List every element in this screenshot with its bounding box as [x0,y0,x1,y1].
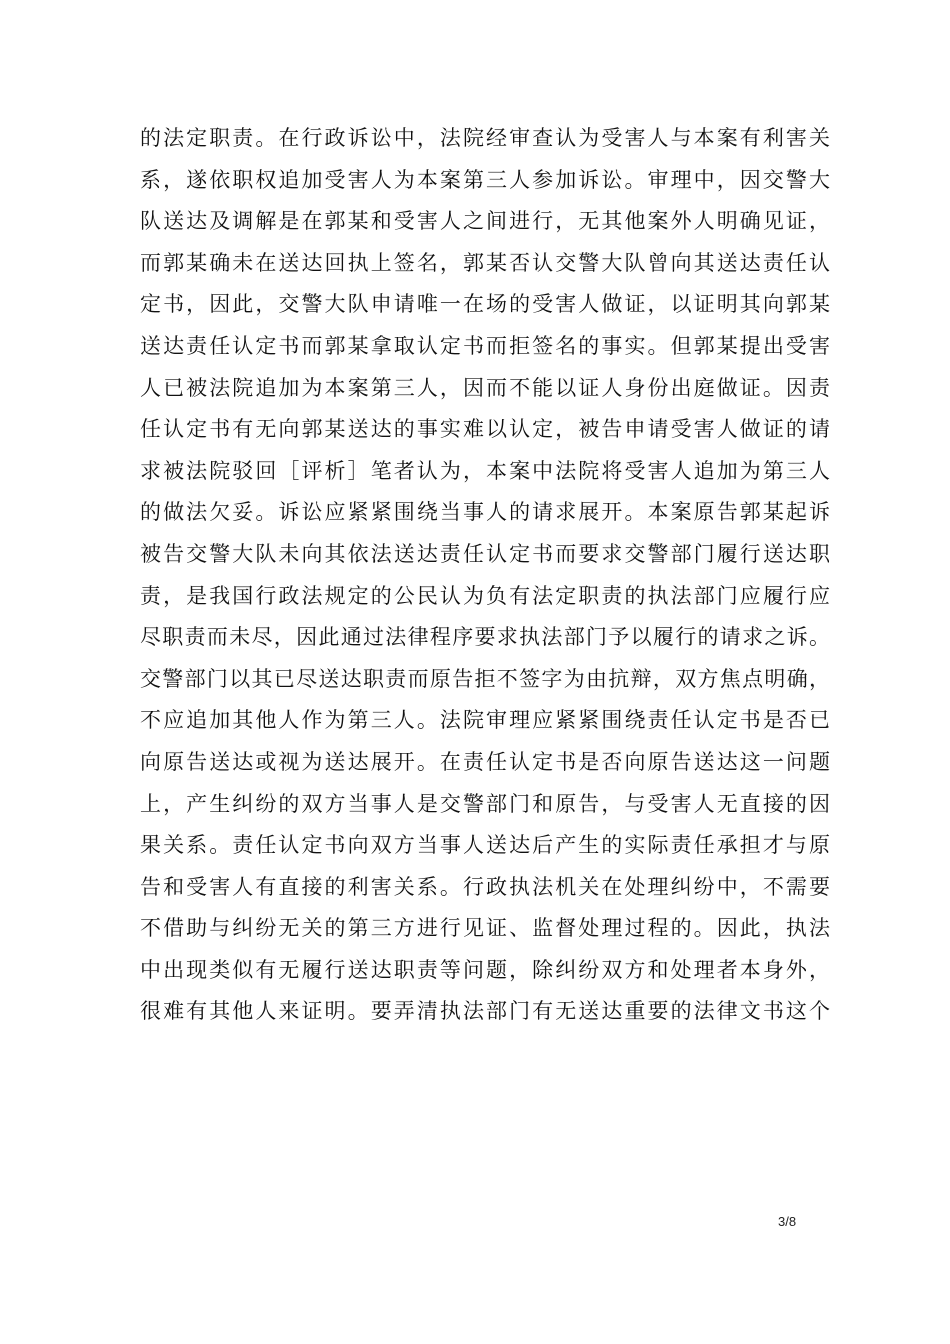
text-line: 很难有其他人来证明。要弄清执法部门有无送达重要的法律文书这个 [140,999,830,1024]
text-line: 的做法欠妥。诉讼应紧紧围绕当事人的请求展开。本案原告郭某起诉 [140,500,830,525]
text-line: 人已被法院追加为本案第三人，因而不能以证人身份出庭做证。因责 [140,375,830,400]
text-line: 队送达及调解是在郭某和受害人之间进行，无其他案外人明确见证， [140,209,830,234]
text-line: 定书，因此，交警大队申请唯一在场的受害人做证，以证明其向郭某 [140,292,830,317]
text-line: 系，遂依职权追加受害人为本案第三人参加诉讼。审理中，因交警大 [140,167,830,192]
text-line: 中出现类似有无履行送达职责等问题，除纠纷双方和处理者本身外， [140,957,830,982]
text-line: 果关系。责任认定书向双方当事人送达后产生的实际责任承担才与原 [140,833,830,858]
text-line: 上，产生纠纷的双方当事人是交警部门和原告，与受害人无直接的因 [140,791,830,816]
text-line: 的法定职责。在行政诉讼中，法院经审查认为受害人与本案有利害关 [140,126,830,150]
text-line: 求被法院驳回［评析］笔者认为，本案中法院将受害人追加为第三人 [140,458,830,483]
page-number: 3/8 [778,1214,797,1229]
text-line: 尽职责而未尽，因此通过法律程序要求执法部门予以履行的请求之诉。 [140,625,830,650]
text-line: 被告交警大队未向其依法送达责任认定书而要求交警部门履行送达职 [140,541,830,566]
text-line: 交警部门以其已尽送达职责而原告拒不签字为由抗辩，双方焦点明确， [140,666,830,691]
text-line: 而郭某确未在送达回执上签名，郭某否认交警大队曾向其送达责任认 [140,250,830,275]
text-line: 任认定书有无向郭某送达的事实难以认定，被告申请受害人做证的请 [140,417,830,442]
text-line: 送达责任认定书而郭某拿取认定书而拒签名的事实。但郭某提出受害 [140,333,830,358]
text-line: 向原告送达或视为送达展开。在责任认定书是否向原告送达这一问题 [140,749,830,774]
text-line: 责，是我国行政法规定的公民认为负有法定职责的执法部门应履行应 [140,583,830,608]
text-line: 不借助与纠纷无关的第三方进行见证、监督处理过程的。因此，执法 [140,916,830,941]
text-line: 告和受害人有直接的利害关系。行政执法机关在处理纠纷中，不需要 [140,874,830,899]
body-text [140,118,830,1033]
text-line: 不应追加其他人作为第三人。法院审理应紧紧围绕责任认定书是否已 [140,708,830,733]
